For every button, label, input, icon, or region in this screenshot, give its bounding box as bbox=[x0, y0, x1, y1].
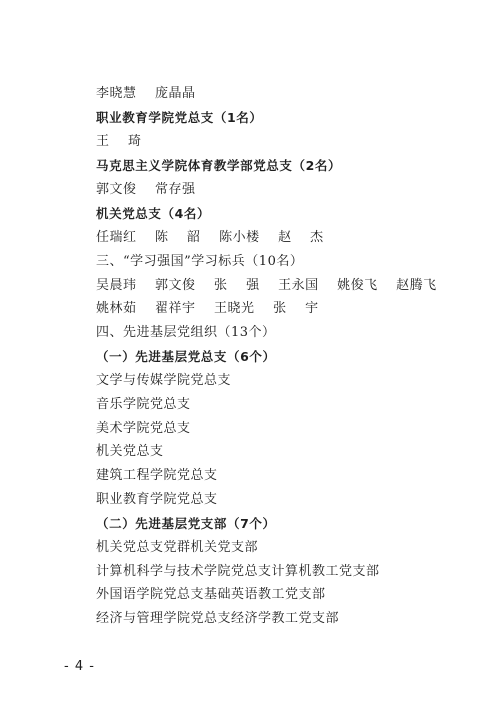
category-heading: 三、“学习强国”学习标兵（10名） bbox=[96, 254, 304, 269]
organization-item: 美术学院党总支 bbox=[96, 421, 191, 436]
name-list-line: 姚林茹 翟祥宇 王晓光 张 宇 bbox=[96, 301, 319, 316]
organization-item: 机关党总支党群机关党支部 bbox=[96, 540, 259, 555]
name-list-line: 郭文俊 常存强 bbox=[96, 182, 196, 197]
section-heading: 马克思主义学院体育教学部党总支（2名） bbox=[96, 158, 342, 173]
subsection-heading: （二）先进基层党支部（7个） bbox=[96, 516, 276, 531]
page-number: - 4 - bbox=[64, 659, 95, 674]
organization-item: 音乐学院党总支 bbox=[96, 397, 191, 412]
organization-item: 机关党总支 bbox=[96, 444, 164, 459]
subsection-heading: （一）先进基层党总支（6个） bbox=[96, 349, 276, 364]
organization-item: 计算机科学与技术学院党总支计算机教工党支部 bbox=[96, 564, 380, 579]
organization-item: 外国语学院党总支基础英语教工党支部 bbox=[96, 587, 326, 602]
name-list-line: 王 琦 bbox=[96, 134, 142, 149]
name-list-line: 李晓慧 庞晶晶 bbox=[96, 86, 196, 101]
category-heading: 四、先进基层党组织（13个） bbox=[96, 325, 276, 340]
organization-item: 经济与管理学院党总支经济学教工党支部 bbox=[96, 611, 340, 626]
section-heading: 机关党总支（4名） bbox=[96, 206, 211, 221]
organization-item: 建筑工程学院党总支 bbox=[96, 468, 218, 483]
organization-item: 职业教育学院党总支 bbox=[96, 492, 218, 507]
section-heading: 职业教育学院党总支（1名） bbox=[96, 110, 263, 125]
organization-item: 文学与传媒学院党总支 bbox=[96, 373, 232, 388]
name-list-line: 任瑞红 陈 韶 陈小楼 赵 杰 bbox=[96, 230, 324, 245]
name-list-line: 吴晨玮 郭文俊 张 强 王永国 姚俊飞 赵腾飞 bbox=[96, 278, 437, 293]
